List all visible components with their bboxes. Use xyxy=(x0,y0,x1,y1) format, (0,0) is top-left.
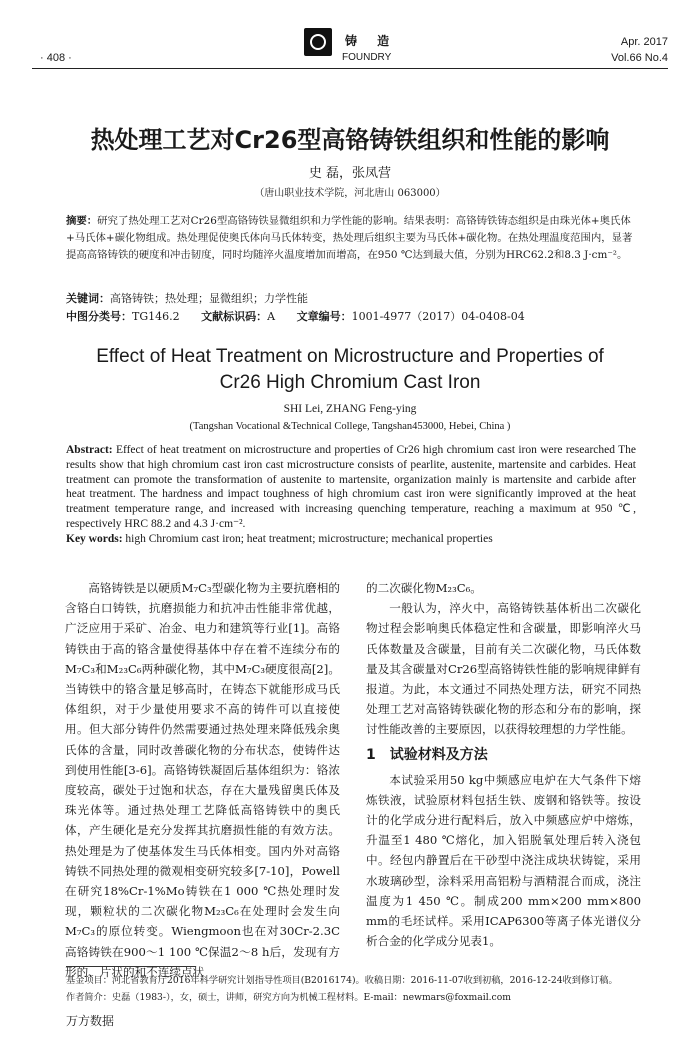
section-title: 试验材料及方法 xyxy=(389,746,488,763)
section-number: 1 xyxy=(366,746,376,763)
abstract-en xyxy=(66,443,636,547)
body-paragraph: 一般认为，淬火中，高铬铸铁基体析出二次碳化物过程会影响奥氏体稳定性和含碳量，即影响淬火马氏体数量及含碳量，目前有关二次碳化物，马氏体数量及其含碳量对Cr26型高铬铸铁性能的影响规律鲜有报道。为此，本文通过不同热处理方法，研究不同热处理工艺对高铬铸铁碳化物的形态和分布的影响，探讨性能改善的主要原因，以获得较理想的力学性能。 xyxy=(366,601,641,737)
article-no-label: 文章编号： xyxy=(296,310,352,323)
paper-title-en xyxy=(0,344,700,396)
authors-en: SHI Lei, ZHANG Feng-ying xyxy=(283,403,417,415)
abstract-cn-label: 摘要： xyxy=(66,215,98,227)
doc-code-value: A xyxy=(267,310,276,323)
footnote-author: 作者简介：史磊（1983-），女，硕士，讲师，研究方向为机械工程材料。E-mail：newmars@foxmail.com xyxy=(66,992,511,1003)
keywords-en-label: Key words: xyxy=(66,532,123,545)
journal-logo-icon xyxy=(304,28,332,56)
keywords-cn-text: 高铬铸铁；热处理；显微组织；力学性能 xyxy=(110,292,308,305)
keywords-en-text: high Chromium cast iron; heat treatment; microstructure; mechanical properties xyxy=(122,532,493,545)
body-paragraph: 的二次碳化物M₂₃C₆。 xyxy=(366,581,482,595)
doc-code-label: 文献标识码： xyxy=(201,310,268,323)
paper-title-en-line1: Effect of Heat Treatment on Microstructure and Properties of xyxy=(96,346,604,367)
journal-name-cn: 铸 造 xyxy=(345,34,398,48)
keywords-cn xyxy=(66,290,636,306)
header-divider xyxy=(32,68,668,69)
paper-title-cn: 热处理工艺对Cr26型高铬铸铁组织和性能的影响 xyxy=(90,126,610,154)
issue-date: Apr. 2017 xyxy=(620,36,668,48)
affiliation-en: (Tangshan Vocational &Technical College, Tangshan453000, Hebei, China ) xyxy=(189,421,511,432)
affiliation-cn: （唐山职业技术学院，河北唐山 063000） xyxy=(254,188,446,199)
abstract-en-label: Abstract: xyxy=(66,444,113,456)
journal-name-en: FOUNDRY xyxy=(342,52,392,63)
abstract-en-text: Effect of heat treatment on microstructure and properties of Cr26 high chromium cast iron were researched The results show that high chromium cast iron cast microstructure consists of pearlite, austenite, martensite and carbides. Heat treatment can promote the transformation of austenite to martensite, organization mainly is martensite and carbide after heat treatment. The hardness and impact toughness of high chromium cast iron were significantly improved at the heat treatment temperature range, and increased with increasing quenching temperature, reaching a maximum at 950 ℃, respectively HRC 88.2 and 4.3 J·cm⁻². xyxy=(66,444,636,530)
volume-number: Vol.66 No.4 xyxy=(611,52,668,64)
paper-title-en-line2: Cr26 High Chromium Cast Iron xyxy=(219,372,481,393)
keywords-cn-label: 关键词： xyxy=(66,292,110,305)
footnote-divider xyxy=(66,966,196,967)
abstract-cn-text: 研究了热处理工艺对Cr26型高铬铸铁显微组织和力学性能的影响。结果表明：高铬铸铁铸态组织是由珠光体+奥氏体+马氏体+碳化物组成。热处理促使奥氏体向马氏体转变，热处理后组织主要为马氏体+碳化物。在热处理温度范围内，显著提高高铬铸铁的硬度和冲击韧度，同时均随淬火温度增加而增高，在950 ℃达到最大值，分别为HRC62.2和8.3 J·cm⁻²。 xyxy=(66,215,633,261)
authors-cn: 史 磊，张凤营 xyxy=(308,166,392,181)
watermark-text: 万方数据 xyxy=(66,1014,115,1028)
page-number: · 408 · xyxy=(40,52,72,64)
clc-label: 中图分类号： xyxy=(66,310,132,323)
body-column-left xyxy=(65,578,340,982)
footnote-fund: 基金项目：河北省教育厅2016年科学研究计划指导性项目(B2016174)。收稿日期：2016-11-07收到初稿，2016-12-24收到修订稿。 xyxy=(66,975,618,986)
abstract-cn xyxy=(66,213,636,264)
article-no-value: 1001-4977（2017）04-0408-04 xyxy=(351,310,525,323)
section-heading xyxy=(366,744,641,766)
body-column-right xyxy=(366,578,641,951)
body-paragraph: 本试验采用50 kg中频感应电炉在大气条件下熔炼铁液，试验原材料包括生铁、废钢和铬铁等。按设计的化学成分进行配料后，放入中频感应炉中熔炼，升温至1 480 ℃熔化，加入铝脱氧处理后转入浇包中。经包内静置后在干砂型中浇注成块状铸锭，采用水玻璃砂型，涂料采用高铝粉与酒精混合而成，浇注温度为1 450 ℃。制成200 mm×200 mm×800 mm的毛坯试样。采用ICAP6300等离子体光谱仪分析合金的化学成分见表1。 xyxy=(366,772,641,949)
body-paragraph: 高铬铸铁是以硬质M₇C₃型碳化物为主要抗磨相的含铬白口铸铁，抗磨损能力和抗冲击性能非常优越，广泛应用于采矿、冶金、电力和建筑等行业[1]。高铬铸铁由于高的铬含量使得基体中存在着不连续分布的M₇C₃和M₂₃C₆两种碳化物，其中M₇C₃硬度很高[2]。当铸铁中的铬含量足够高时，在铸态下就能形成马氏体组织，对于少量使用要求不高的铸件可以直接使用。但大部分铸件仍然需要通过热处理来降低残余奥氏体的含量，同时改善碳化物的分布状态，使铸件达到使用性能[3-6]。高铬铸铁凝固后基体组织为：铬浓度较高，碳处于过饱和状态，存在大量残留奥氏体及珠光体等。通过热处理工艺降低高铬铸铁中的奥氏体，产生硬化是充分发挥其抗磨损性能的有效方法。热处理是为了使基体发生马氏体相变。国内外对高铬铸铁不同热处理的微观相变研究较多[7-10]，Powell在研究18%Cr-1%Mo铸铁在1 000 ℃热处理时发现，颗粒状的二次碳化物M₂₃C₆在处理时会发生向M₇C₃的原位转变。Wiengmoon也在对30Cr-2.3C高铬铸铁在900～1 100 ℃保温2～8 h后，发现有方形的、片状的和不连续点状 xyxy=(65,581,340,979)
clc-value: TG146.2 xyxy=(132,310,180,323)
classification-line xyxy=(66,308,636,324)
